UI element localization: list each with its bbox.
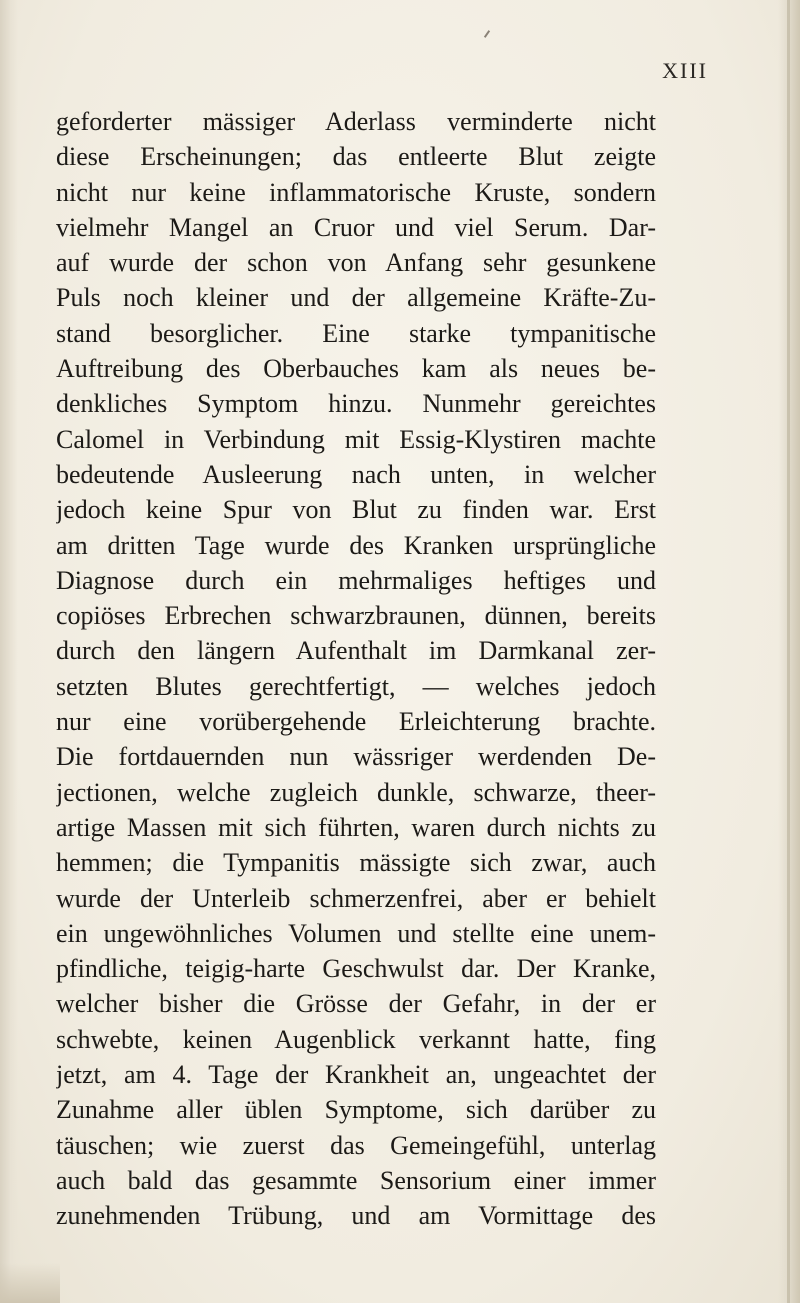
body-text <box>56 104 656 1234</box>
text-line: artige Massen mit sich führten, waren durch nichts zu <box>56 812 656 842</box>
text-line: durch den längern Aufenthalt im Darmkanal zer- <box>56 636 656 666</box>
text-line: Auftreibung des Oberbauches kam als neues be- <box>56 354 656 384</box>
page-left-binding-shadow <box>0 0 18 1303</box>
text-line: jetzt, am 4. Tage der Krankheit an, ungeachtet der <box>56 1060 656 1090</box>
text-line: diese Erscheinungen; das entleerte Blut zeigte <box>56 142 656 172</box>
text-line: nicht nur keine inflammatorische Kruste, sondern <box>56 177 656 207</box>
text-line: setzten Blutes gerechtfertigt, — welches jedoch <box>56 671 656 701</box>
text-line: schwebte, keinen Augenblick verkannt hatte, fing <box>56 1024 656 1054</box>
text-line: Diagnose durch ein mehrmaliges heftiges und <box>56 565 656 595</box>
text-line: am dritten Tage wurde des Kranken ursprüngliche <box>56 530 656 560</box>
text-line: Die fortdauernden nun wässriger werdenden De- <box>56 742 656 772</box>
page-bottom-corner-shadow <box>0 1263 60 1303</box>
text-line: wurde der Unterleib schmerzenfrei, aber er behielt <box>56 883 656 913</box>
page-number: XIII <box>662 58 708 83</box>
text-line: hemmen; die Tympanitis mässigte sich zwar, auch <box>56 848 656 878</box>
text-line: stand besorglicher. Eine starke tympanitische <box>56 318 656 348</box>
text-line: denkliches Symptom hinzu. Nunmehr gereichtes <box>56 389 656 419</box>
text-line: jedoch keine Spur von Blut zu finden war. Erst <box>56 495 656 525</box>
text-line: Calomel in Verbindung mit Essig-Klystiren machte <box>56 424 656 454</box>
text-line: vielmehr Mangel an Cruor und viel Serum. Dar- <box>56 212 656 242</box>
text-line: Zunahme aller üblen Symptome, sich darüber zu <box>56 1095 656 1125</box>
stray-ink-mark <box>484 30 490 38</box>
text-line: geforderter mässiger Aderlass verminderte nicht <box>56 107 656 136</box>
text-line: auch bald das gesammte Sensorium einer immer <box>56 1165 656 1195</box>
text-line: copiöses Erbrechen schwarzbraunen, dünnen, bereits <box>56 601 656 631</box>
text-line: pfindliche, teigig-harte Geschwulst dar. Der Kranke, <box>56 954 656 984</box>
text-line: täuschen; wie zuerst das Gemeingefühl, unterlag <box>56 1130 656 1160</box>
text-line: nur eine vorübergehende Erleichterung brachte. <box>56 707 656 737</box>
text-line: welcher bisher die Grösse der Gefahr, in der er <box>56 989 656 1019</box>
text-line: bedeutende Ausleerung nach unten, in welcher <box>56 459 656 489</box>
text-line: auf wurde der schon von Anfang sehr gesunkene <box>56 248 656 278</box>
text-line: Puls noch kleiner und der allgemeine Kräfte-Zu- <box>56 283 656 313</box>
text-line: jectionen, welche zugleich dunkle, schwarze, theer- <box>56 777 656 807</box>
text-line: zunehmenden Trübung, und am Vormittage des <box>56 1201 656 1231</box>
page-right-edge-line <box>787 0 790 1303</box>
text-line: ein ungewöhnliches Volumen und stellte eine unem- <box>56 918 656 948</box>
